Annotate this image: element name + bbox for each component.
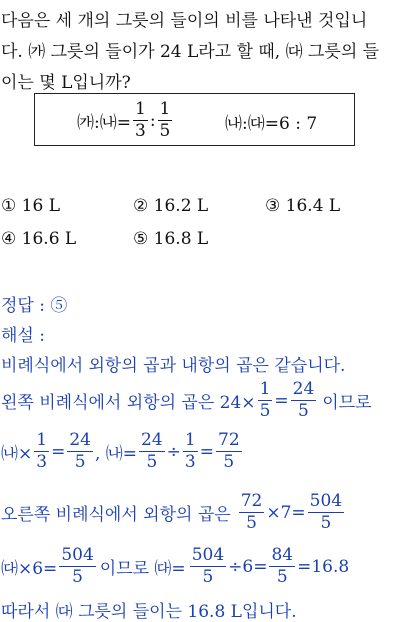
choice-text: 16.8 L bbox=[153, 229, 209, 249]
frac-numerator: 24 bbox=[292, 379, 315, 399]
ratio-right: ㈏:㈐=6 : 7 bbox=[225, 114, 318, 134]
fraction bbox=[258, 381, 273, 420]
ratio-left bbox=[77, 101, 174, 140]
fraction bbox=[269, 547, 295, 586]
choice-text: 16 L bbox=[21, 196, 60, 216]
answer-label: 정답 : ⑤ bbox=[1, 296, 68, 316]
text: 왼쪽 비례식에서 외항의 곱은 24× bbox=[1, 393, 256, 413]
frac-numerator: 504 bbox=[309, 491, 343, 511]
ratio-frac-2 bbox=[158, 101, 173, 140]
text: 이므로 ㈐= bbox=[99, 559, 186, 579]
question-line-1: 다음은 세 개의 그릇의 들이의 비를 나타낸 것입니 bbox=[1, 11, 368, 31]
frac-numerator: 24 bbox=[69, 430, 91, 450]
fraction bbox=[239, 493, 265, 532]
choice-number: ③ bbox=[265, 196, 281, 216]
frac-denominator: 5 bbox=[223, 452, 235, 472]
text: , ㈏= bbox=[94, 444, 138, 464]
fraction bbox=[291, 381, 317, 420]
solution-line-2 bbox=[1, 381, 372, 420]
frac-denominator: 5 bbox=[246, 513, 257, 533]
choice-4[interactable] bbox=[1, 229, 76, 249]
frac-denominator: 3 bbox=[36, 452, 48, 472]
solution-line-3 bbox=[1, 432, 244, 471]
frac-numerator: 1 bbox=[134, 99, 146, 119]
frac-denominator: 5 bbox=[72, 567, 83, 587]
frac-denominator: 5 bbox=[159, 121, 171, 141]
frac-denominator: 5 bbox=[298, 401, 309, 421]
explanation-label: 해설 : bbox=[1, 326, 45, 346]
fraction bbox=[67, 432, 93, 471]
text: ㈏× bbox=[1, 444, 33, 464]
choice-1[interactable] bbox=[1, 196, 60, 216]
fraction bbox=[216, 432, 242, 471]
fraction bbox=[139, 432, 165, 471]
frac-denominator: 5 bbox=[146, 452, 158, 472]
choice-2[interactable] bbox=[133, 196, 208, 216]
frac-numerator: 1 bbox=[259, 379, 271, 399]
fraction bbox=[34, 432, 49, 471]
text: =16.8 bbox=[297, 556, 350, 577]
fraction bbox=[308, 493, 344, 532]
frac-denominator: 5 bbox=[202, 567, 214, 587]
choice-number: ② bbox=[133, 196, 149, 216]
frac-numerator: 1 bbox=[159, 99, 171, 119]
solution-line-5 bbox=[1, 547, 349, 586]
frac-numerator: 24 bbox=[141, 430, 163, 450]
frac-numerator: 504 bbox=[61, 545, 94, 565]
text: = bbox=[199, 441, 214, 462]
solution-line-6: 따라서 ㈐ 그릇의 들이는 16.8 L입니다. bbox=[1, 602, 297, 622]
fraction bbox=[59, 547, 95, 586]
frac-numerator: 72 bbox=[240, 491, 263, 511]
text: 이므로 bbox=[322, 393, 372, 413]
question-line-2: 다. ㈎ 그릇의 들이가 24 L라고 할 때, ㈐ 그릇의 들 bbox=[1, 42, 380, 62]
fraction bbox=[183, 432, 198, 471]
frac-numerator: 1 bbox=[36, 430, 48, 450]
frac-numerator: 84 bbox=[271, 545, 294, 565]
text: ×7= bbox=[266, 502, 306, 523]
choice-text: 16.6 L bbox=[21, 229, 77, 249]
choice-number: ⑤ bbox=[133, 229, 149, 249]
solution-line-1: 비례식에서 외항의 곱과 내항의 곱은 같습니다. bbox=[1, 356, 346, 376]
text: ÷6= bbox=[228, 556, 268, 577]
text: ㈐×6= bbox=[1, 559, 58, 579]
fraction bbox=[190, 547, 226, 586]
text: = bbox=[274, 390, 289, 411]
frac-numerator: 1 bbox=[184, 430, 196, 450]
frac-denominator: 5 bbox=[320, 513, 332, 533]
solution-line-4 bbox=[1, 493, 346, 532]
text: ÷ bbox=[166, 441, 181, 462]
frac-denominator: 3 bbox=[184, 452, 196, 472]
ratio-frac-1 bbox=[133, 101, 148, 140]
frac-numerator: 72 bbox=[218, 430, 240, 450]
choice-3[interactable] bbox=[265, 196, 340, 216]
choice-number: ① bbox=[1, 196, 17, 216]
question-line-3: 이는 몇 L입니까? bbox=[1, 73, 131, 93]
ratio-box bbox=[34, 93, 355, 146]
choice-number: ④ bbox=[1, 229, 17, 249]
choice-text: 16.2 L bbox=[153, 196, 209, 216]
frac-denominator: 5 bbox=[74, 452, 86, 472]
frac-denominator: 5 bbox=[259, 401, 271, 421]
text: = bbox=[51, 441, 66, 462]
choice-text: 16.4 L bbox=[285, 196, 341, 216]
choice-5[interactable] bbox=[133, 229, 208, 249]
text: 오른쪽 비례식에서 외항의 곱은 bbox=[1, 505, 231, 525]
frac-numerator: 504 bbox=[191, 545, 225, 565]
frac-denominator: 5 bbox=[276, 567, 288, 587]
frac-denominator: 3 bbox=[134, 121, 146, 141]
ratio-left-label: ㈎:㈏= bbox=[77, 113, 131, 133]
ratio-colon: : bbox=[149, 110, 156, 131]
